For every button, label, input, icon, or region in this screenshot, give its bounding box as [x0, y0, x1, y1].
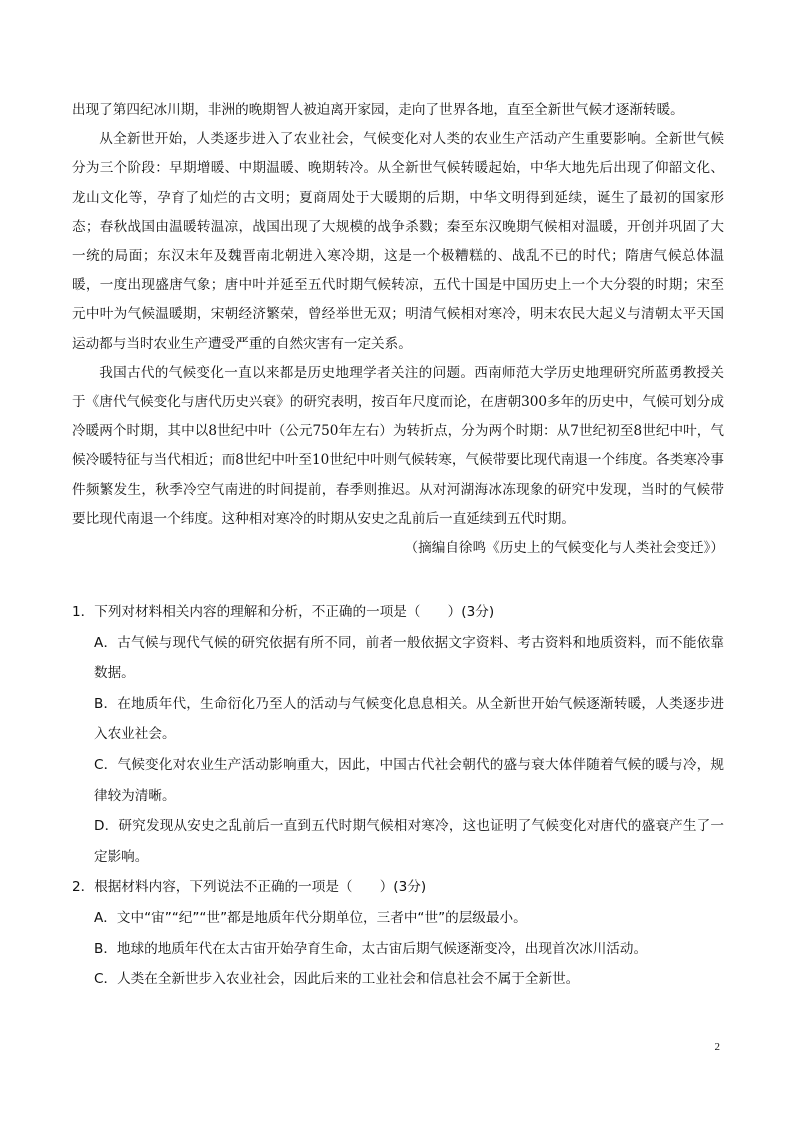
option-a: A．古气候与现代气候的研究依据有所不同，前者一般依据文字资料、考古资料和地质资料，而不能依靠数据。 — [94, 634, 724, 682]
reading-passage — [72, 96, 724, 563]
passage-paragraph-2: 从全新世开始，人类逐步进入了农业社会，气候变化对人类的农业生产活动产生重要影响。全新世气候分为三个阶段：早期增暖、中期温暖、晚期转冷。从全新世气候转暖起始，中华大地先后出现了仰韶文化、龙山文化等，孕育了灿烂的古文明；夏商周处于大暖期的后期，中华文明得到延续，诞生了最初的国家形态；春秋战国由温暖转温凉，战国出现了大规模的战争杀戮；秦至东汉晚期气候相对温暖，开创并巩固了大一统的局面；东汉末年及魏晋南北朝进入寒冷期，这是一个极糟糕的、战乱不已的时代；隋唐气候总体温暖，一度出现盛唐气象；唐中叶并延至五代时期气候转凉，五代十国是中国历史上一个大分裂的时期；宋至元中叶为气候温暖期，宋朝经济繁荣，曾经举世无双；明清气候相对寒冷，明末农民大起义与清朝太平天国运动都与当时农业生产遭受严重的自然灾害有一定关系。 — [72, 131, 724, 352]
option-d: D．研究发现从安史之乱前后一直到五代时期气候相对寒冷，这也证明了气候变化对唐代的盛衰产生了一定影响。 — [94, 818, 724, 865]
passage-source: （摘编自徐鸣《历史上的气候变化与人类社会变迁》） — [404, 540, 724, 557]
question-list — [72, 597, 724, 995]
option-c: C．人类在全新世步入农业社会，因此后来的工业社会和信息社会不属于全新世。 — [94, 971, 580, 988]
passage-paragraph-3: 我国古代的气候变化一直以来都是历史地理学者关注的问题。西南师范大学历史地理研究所蓝勇教授关于《唐代气候变化与唐代历史兴衰》的研究表明，按百年尺度而论，在唐朝300多年的历史中，气候可划分成冷暖两个时期，其中以8世纪中叶（公元750年左右）为转折点，分为两个时期：从7世纪初至8世纪中叶，气候冷暖特征与当代相近；而8世纪中叶至10世纪中叶则气候转寒，气候带要比现代南退一个纬度。各类寒冷事件频繁发生，秋季冷空气南进的时间提前，春季则推迟。从对河湖海冰冻现象的研究中发现，当时的气候带要比现代南退一个纬度。这种相对寒冷的时期从安史之乱前后一直延续到五代时期。 — [72, 364, 724, 527]
question-stem: 1．下列对材料相关内容的理解和分析，不正确的一项是（ ）(3分) — [72, 604, 495, 620]
page-number: 2 — [714, 1041, 720, 1053]
option-c: C．气候变化对农业生产活动影响重大，因此，中国古代社会朝代的盛与衰大体伴随着气候的暖与冷，规律较为清晰。 — [94, 756, 724, 804]
option-a: A．文中“宙”“纪”“世”都是地质年代分期单位，三者中“世”的层级最小。 — [94, 909, 527, 926]
question-2 — [72, 872, 724, 994]
question-stem: 2．根据材料内容，下列说法不正确的一项是（ ）(3分) — [72, 879, 427, 896]
question-1 — [72, 597, 724, 872]
option-b: B．地球的地质年代在太古宙开始孕育生命，太古宙后期气候逐渐变冷，出现首次冰川活动。 — [94, 940, 648, 957]
passage-paragraph-1: 出现了第四纪冰川期，非洲的晚期智人被迫离开家园，走向了世界各地，直至全新世气候才逐渐转暖。 — [72, 102, 684, 118]
option-b: B．在地质年代，生命衍化乃至人的活动与气候变化息息相关。从全新世开始气候逐渐转暖，人类逐步进入农业社会。 — [94, 695, 724, 743]
